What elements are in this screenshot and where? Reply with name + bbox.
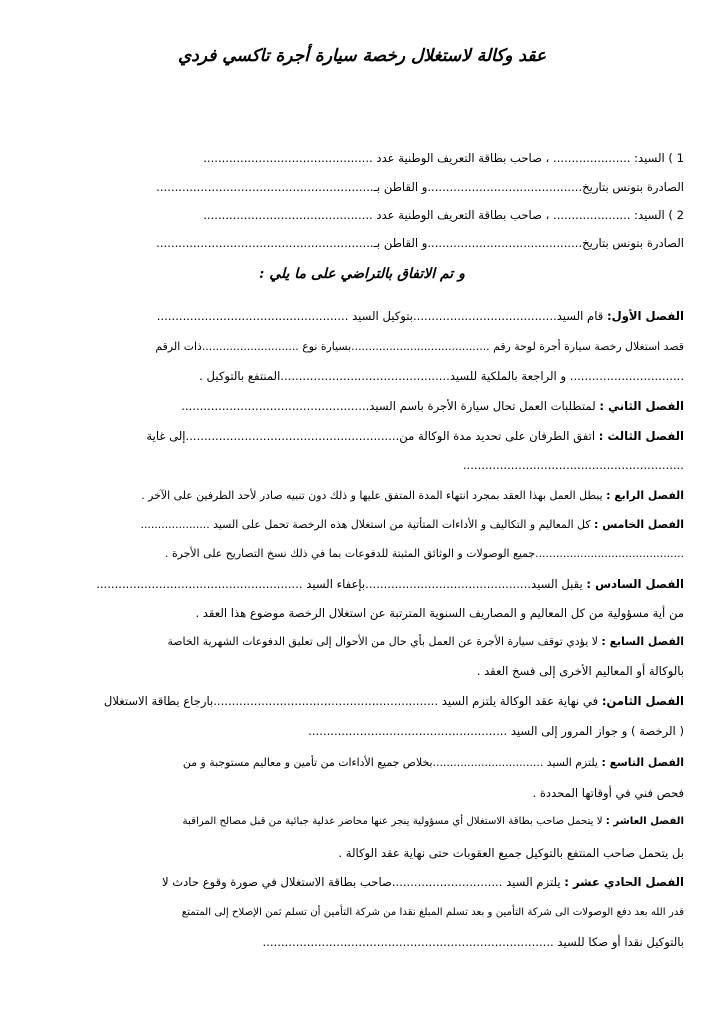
article-1-text-1: قام السيد.......................................بتوكيل السيد ....................................................: [156, 309, 604, 323]
article-10-label: الفصل العاشر :: [605, 816, 684, 827]
party-1-line-2: الصادرة بتونس بتاريخ..........................................و القاطن بـ...........................................................: [156, 180, 684, 194]
article-6-line-1: [30, 574, 684, 594]
article-10-text-1: لا يتحمل صاحب بطاقة الاستغلال أي مسؤولية ينجر عنها محاضر عدلية جبائية من قبل مصالح المراقبة: [182, 816, 603, 827]
article-9-line-1: [30, 753, 684, 773]
article-5-line-1: [30, 515, 684, 535]
article-3-label: الفصل الثالث :: [598, 429, 684, 443]
article-3-text-1: اتفق الطرفان على تحديد مدة الوكالة من..........................................................إلى غاية: [146, 429, 596, 443]
article-1-line-3: ............................... و الراجعة بالملكية للسيد..............................................المنتفع بالتوكيل .: [199, 369, 684, 383]
article-7-line-2: بالوكالة أو المعاليم الأخرى إلى فسخ العقد .: [476, 664, 684, 678]
article-11-line-1: [30, 872, 684, 892]
agreement-heading: و تم الاتفاق بالتراضي على ما يلي :: [259, 266, 465, 282]
article-4-label: الفصل الرابع :: [606, 489, 684, 502]
article-8-label: الفصل الثامن:: [601, 694, 684, 708]
article-2-label: الفصل الثاني :: [599, 399, 684, 413]
article-4-line-1: [30, 486, 684, 506]
document-title: عقد وكالة لاستغلال رخصة سيارة أجرة تاكسي فردي: [177, 46, 547, 66]
article-10-line-1: [30, 812, 684, 832]
article-6-line-2: من أية مسؤولية من كل المعاليم و المصاريف السنوية المترتبة عن استغلال الرخصة موضوع هذا العقد .: [195, 606, 684, 620]
party-2-line-1: 2 ) السيد: ..................... ، صاحب بطاقة التعريف الوطنية عدد ..............................................: [203, 208, 684, 222]
article-9-text-1: يلتزم السيد ................................بخلاص جميع الأداءات من تأمين و معاليم مستوجبة و من: [182, 756, 598, 769]
article-5-label: الفصل الخامس :: [594, 518, 684, 531]
article-9-line-2: فحص فني في أوقاتها المحددة .: [532, 786, 684, 800]
article-5-line-2: ...........................................جميع الوصولات و الوثائق المثبتة للدفوعات بما في ذلك نسخ التصاريح على الأجرة .: [165, 547, 684, 560]
article-11-text-1: يلتزم السيد ..............................صاحب بطاقة الاستغلال في صورة وقوع حادث لا: [161, 875, 561, 889]
article-3-line-1: [30, 426, 684, 446]
article-4-text-1: يبطل العمل بهذا العقد بمجرد انتهاء المدة المتفق عليها و ذلك دون تنبيه صادر لأحد الطرفين على الآخر .: [141, 489, 603, 502]
article-7-label: الفصل السابع :: [601, 635, 684, 648]
article-3-line-2: ............................................................: [462, 458, 684, 472]
article-2-text-1: لمتطلبات العمل تحال سيارة الأجرة باسم السيد...................................................: [181, 399, 596, 413]
article-5-text-1: كل المعاليم و التكاليف و الأداءات المتأتية من استغلال هذه الرخصة تحمل على السيد ....................: [140, 518, 591, 531]
article-1-line-2: قصد استغلال رخصة سيارة أجرة لوحة رقم ........................................بسيارة نوع ............................ذات الرقم: [155, 340, 684, 353]
article-7-line-1: [30, 632, 684, 652]
article-8-line-1: [30, 691, 684, 711]
article-10-line-2: بل يتحمل صاحب المنتفع بالتوكيل جميع العقوبات حتى نهاية عقد الوكالة .: [338, 846, 684, 860]
article-11-line-3: بالتوكيل نقدا أو صكا للسيد ...............................................................................: [262, 935, 684, 949]
article-1-label: الفصل الأول:: [607, 309, 684, 323]
article-8-line-2: ( الرخصة ) و جواز المرور إلى السيد ......................................................: [308, 724, 684, 738]
article-6-text-1: يقبل السيد.............................................بإعفاء السيد ........................................................: [96, 577, 583, 591]
article-6-label: الفصل السادس :: [586, 577, 684, 591]
article-1-line-1: [30, 306, 684, 326]
article-9-label: الفصل التاسع :: [601, 756, 684, 769]
article-11-line-2: قدر الله بعد دفع الوصولات الى شركة التأمين و بعد تسلم المبلغ نقدا من شركة التأمين أن تسلم ثمن الإصلاح إلى المتمتع: [181, 907, 684, 918]
party-1-line-1: 1 ) السيد: ..................... ، صاحب بطاقة التعريف الوطنية عدد ..............................................: [203, 151, 684, 165]
article-8-text-1: في نهاية عقد الوكالة يلتزم السيد .............................................................بارجاع بطاقة الاستغلال: [103, 694, 599, 708]
article-7-text-1: لا يؤدي توقف سيارة الأجرة عن العمل بأي حال من الأحوال إلى تعليق الدفوعات الشهرية الخاصة: [167, 635, 598, 648]
article-2-line-1: [30, 396, 684, 416]
party-2-line-2: الصادرة بتونس بتاريخ..........................................و القاطن بـ...........................................................: [156, 236, 684, 250]
article-11-label: الفصل الحادي عشر :: [564, 875, 684, 889]
